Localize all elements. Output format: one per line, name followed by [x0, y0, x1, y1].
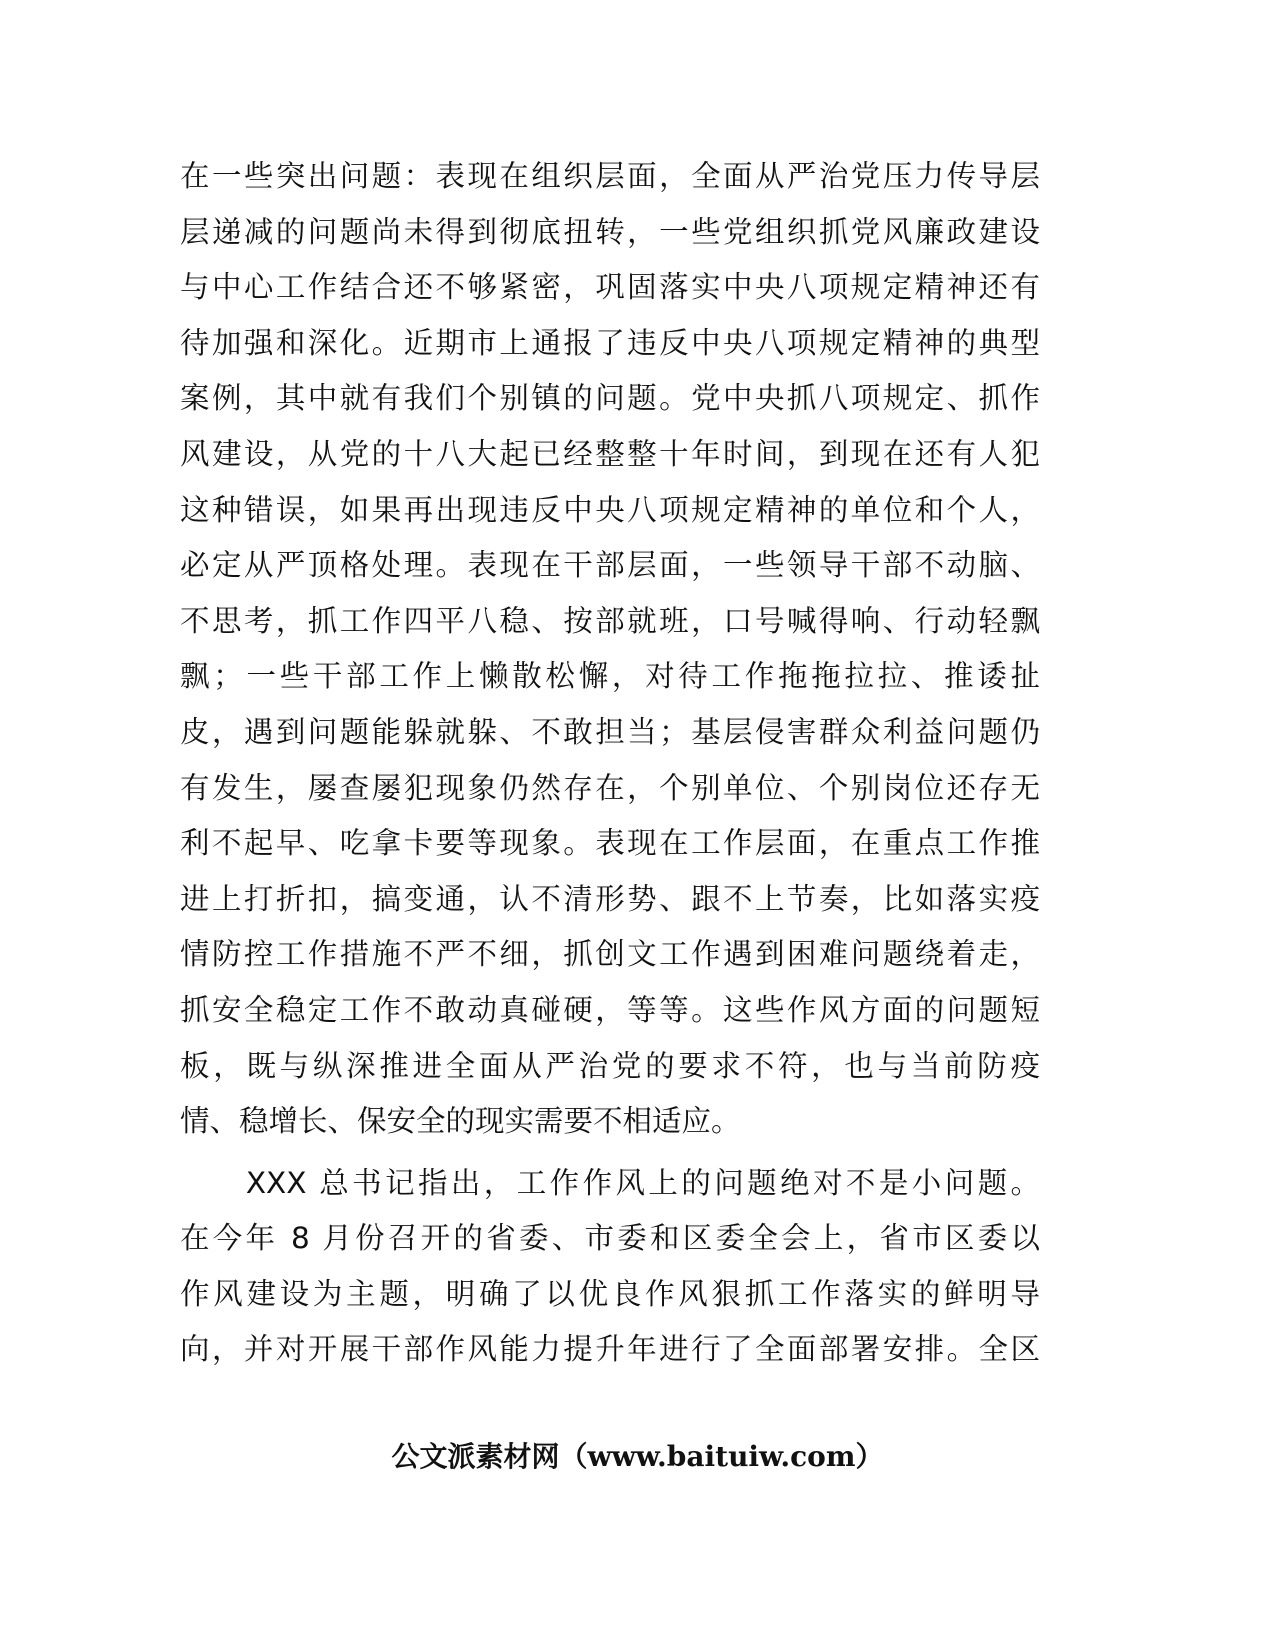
text-line: 这种错误，如果再出现违反中央八项规定精神的单位和个人， — [180, 492, 1040, 527]
text-line: 情、稳增长、保安全的现实需要不相适应。 — [180, 1104, 741, 1139]
footer-watermark: 公文派素材网（www.baituiw.com） — [391, 1440, 884, 1473]
text-line: 利不起早、吃拿卡要等现象。表现在工作层面，在重点工作推 — [180, 826, 1040, 861]
text-line: 在一些突出问题：表现在组织层面，全面从严治党压力传导层 — [180, 159, 1040, 193]
text-line: 皮，遇到问题能躲就躲、不敢担当；基层侵害群众利益问题仍 — [180, 714, 1040, 749]
paragraph-2 — [180, 1156, 1040, 1378]
text-line: 必定从严顶格处理。表现在干部层面，一些领导干部不动脑、 — [180, 548, 1040, 583]
text-line: 抓安全稳定工作不敢动真碰硬，等等。这些作风方面的问题短 — [180, 992, 1040, 1027]
text-line: 在今年 8 月份召开的省委、市委和区委全会上，省市区委以 — [180, 1221, 1040, 1256]
text-line: 层递减的问题尚未得到彻底扭转，一些党组织抓党风廉政建设 — [180, 214, 1040, 249]
document-body — [180, 149, 1040, 1378]
text-line: 有发生，屡查屡犯现象仍然存在，个别单位、个别岗位还存无 — [180, 770, 1040, 805]
text-line: 进上打折扣，搞变通，认不清形势、跟不上节奏，比如落实疫 — [180, 881, 1040, 916]
paragraph-1 — [180, 149, 1040, 1150]
text-line: 情防控工作措施不严不细，抓创文工作遇到困难问题绕着走， — [180, 937, 1040, 972]
text-line: 待加强和深化。近期市上通报了违反中央八项规定精神的典型 — [180, 325, 1040, 360]
text-line: 板，既与纵深推进全面从严治党的要求不符，也与当前防疫 — [180, 1048, 1040, 1083]
text-line: XXX 总书记指出，工作作风上的问题绝对不是小问题。 — [180, 1165, 1040, 1200]
text-line: 与中心工作结合还不够紧密，巩固落实中央八项规定精神还有 — [180, 270, 1040, 305]
text-line: 飘；一些干部工作上懒散松懈，对待工作拖拖拉拉、推诿扯 — [180, 659, 1040, 694]
text-line: 不思考，抓工作四平八稳、按部就班，口号喊得响、行动轻飘 — [180, 603, 1040, 638]
text-line: 风建设，从党的十八大起已经整整十年时间，到现在还有人犯 — [180, 436, 1040, 471]
text-line: 作风建设为主题，明确了以优良作风狠抓工作落实的鲜明导 — [180, 1276, 1040, 1311]
text-line: 向，并对开展干部作风能力提升年进行了全面部署安排。全区 — [180, 1332, 1040, 1367]
text-line: 案例，其中就有我们个别镇的问题。党中央抓八项规定、抓作 — [180, 381, 1040, 416]
